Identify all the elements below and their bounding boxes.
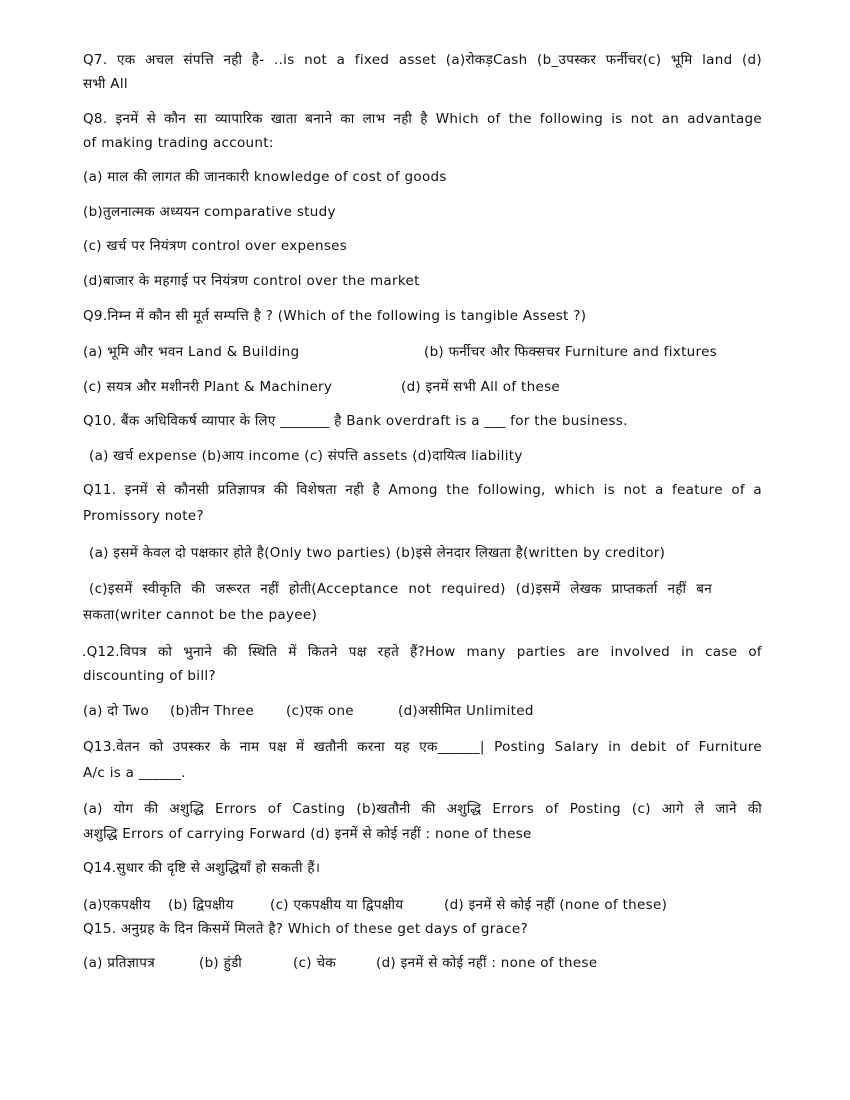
q13-line-2: A/c is a ______.: [83, 765, 186, 781]
q15-option-b: (b) हुंडी: [199, 955, 243, 971]
q13-line-1: Q13.वेतन को उपस्कर के नाम पक्ष में खतौनी करना यह एक______| Posting Salary in debit of Furniture: [83, 739, 762, 755]
q15-option-a: (a) प्रतिज्ञापत्र: [83, 955, 155, 971]
q7-line-2: सभी All: [83, 76, 128, 92]
q13-options-line-2: अशुद्धि Errors of carrying Forward (d) इनमें से कोई नहीं : none of these: [83, 826, 532, 842]
q14-option-a: (a)एकपक्षीय: [83, 897, 151, 913]
q14-option-d: (d) इनमें से कोई नहीं (none of these): [444, 897, 668, 913]
q14-option-b: (b) द्विपक्षीय: [168, 897, 234, 913]
q9-option-a: (a) भूमि और भवन Land & Building: [83, 344, 300, 360]
q12-line-2: discounting of bill?: [83, 668, 216, 684]
q12-line-1: .Q12.विपत्र को भुनाने की स्थिति में कितने पक्ष रहते हैं?How many parties are involved in case of: [82, 644, 762, 660]
q11-line-1: Q11. इनमें से कौनसी प्रतिज्ञापत्र की विशेषता नही है Among the following, which is not a feature of a: [83, 482, 762, 498]
q9-option-d: (d) इनमें सभी All of these: [401, 379, 561, 395]
q12-option-a: (a) दो Two: [83, 703, 150, 719]
q8-option-d: (d)बाजार के महगाई पर नियंत्रण control over the market: [83, 273, 420, 289]
q11-options-cd-line-1: (c)इसमें स्वीकृति की जरूरत नहीं होती(Acceptance not required) (d)इसमें लेखक प्राप्तकर्ता नहीं बन: [89, 581, 712, 597]
q10-line-1: Q10. बैंक अधिविकर्ष व्यापार के लिए _______ है Bank overdraft is a ___ for the business.: [83, 413, 628, 429]
q15-line-1: Q15. अनुग्रह के दिन किसमें मिलते है? Which of these get days of grace?: [83, 921, 528, 937]
q10-options: (a) खर्च expense (b)आय income (c) संपत्ति assets (d)दायित्व liability: [89, 448, 523, 464]
q8-line-2: of making trading account:: [83, 135, 274, 151]
q12-option-d: (d)असीमित Unlimited: [398, 703, 534, 719]
q9-option-c: (c) सयत्र और मशीनरी Plant & Machinery: [83, 379, 333, 395]
q11-options-cd-line-2: सकता(writer cannot be the payee): [83, 607, 318, 623]
q8-option-c: (c) खर्च पर नियंत्रण control over expenses: [83, 238, 348, 254]
q8-option-b: (b)तुलनात्मक अध्ययन comparative study: [83, 204, 336, 220]
q13-options-line-1: (a) योग की अशुद्धि Errors of Casting (b)खतौनी की अशुद्धि Errors of Posting (c) आगे ले जाने की: [83, 801, 762, 817]
q14-option-c: (c) एकपक्षीय या द्विपक्षीय: [270, 897, 404, 913]
q7-line-1: Q7. एक अचल संपत्ति नही है- ..is not a fixed asset (a)रोकड़Cash (b_उपस्कर फर्नीचर(c) भूमि land (d): [83, 52, 762, 68]
q15-option-d: (d) इनमें से कोई नहीं : none of these: [376, 955, 598, 971]
q8-line-1: Q8. इनमें से कौन सा व्यापारिक खाता बनाने का लाभ नही है Which of the following is not an advantage: [83, 111, 762, 127]
q8-option-a: (a) माल की लागत की जानकारी knowledge of cost of goods: [83, 169, 447, 185]
q11-options-ab: (a) इसमें केवल दो पक्षकार होते है(Only two parties) (b)इसे लेनदार लिखता है(written by creditor): [89, 545, 666, 561]
q9-option-b: (b) फर्नीचर और फिक्सचर Furniture and fixtures: [424, 344, 718, 360]
q9-line-1: Q9.निम्न में कौन सी मूर्त सम्पत्ति है ? (Which of the following is tangible Assest ?): [83, 308, 587, 324]
q12-option-c: (c)एक one: [286, 703, 354, 719]
q11-line-2: Promissory note?: [83, 508, 204, 524]
q12-option-b: (b)तीन Three: [170, 703, 255, 719]
q14-line-1: Q14.सुधार की दृष्टि से अशुद्धियाँ हो सकती हैं।: [83, 860, 321, 876]
q15-option-c: (c) चेक: [293, 955, 336, 971]
